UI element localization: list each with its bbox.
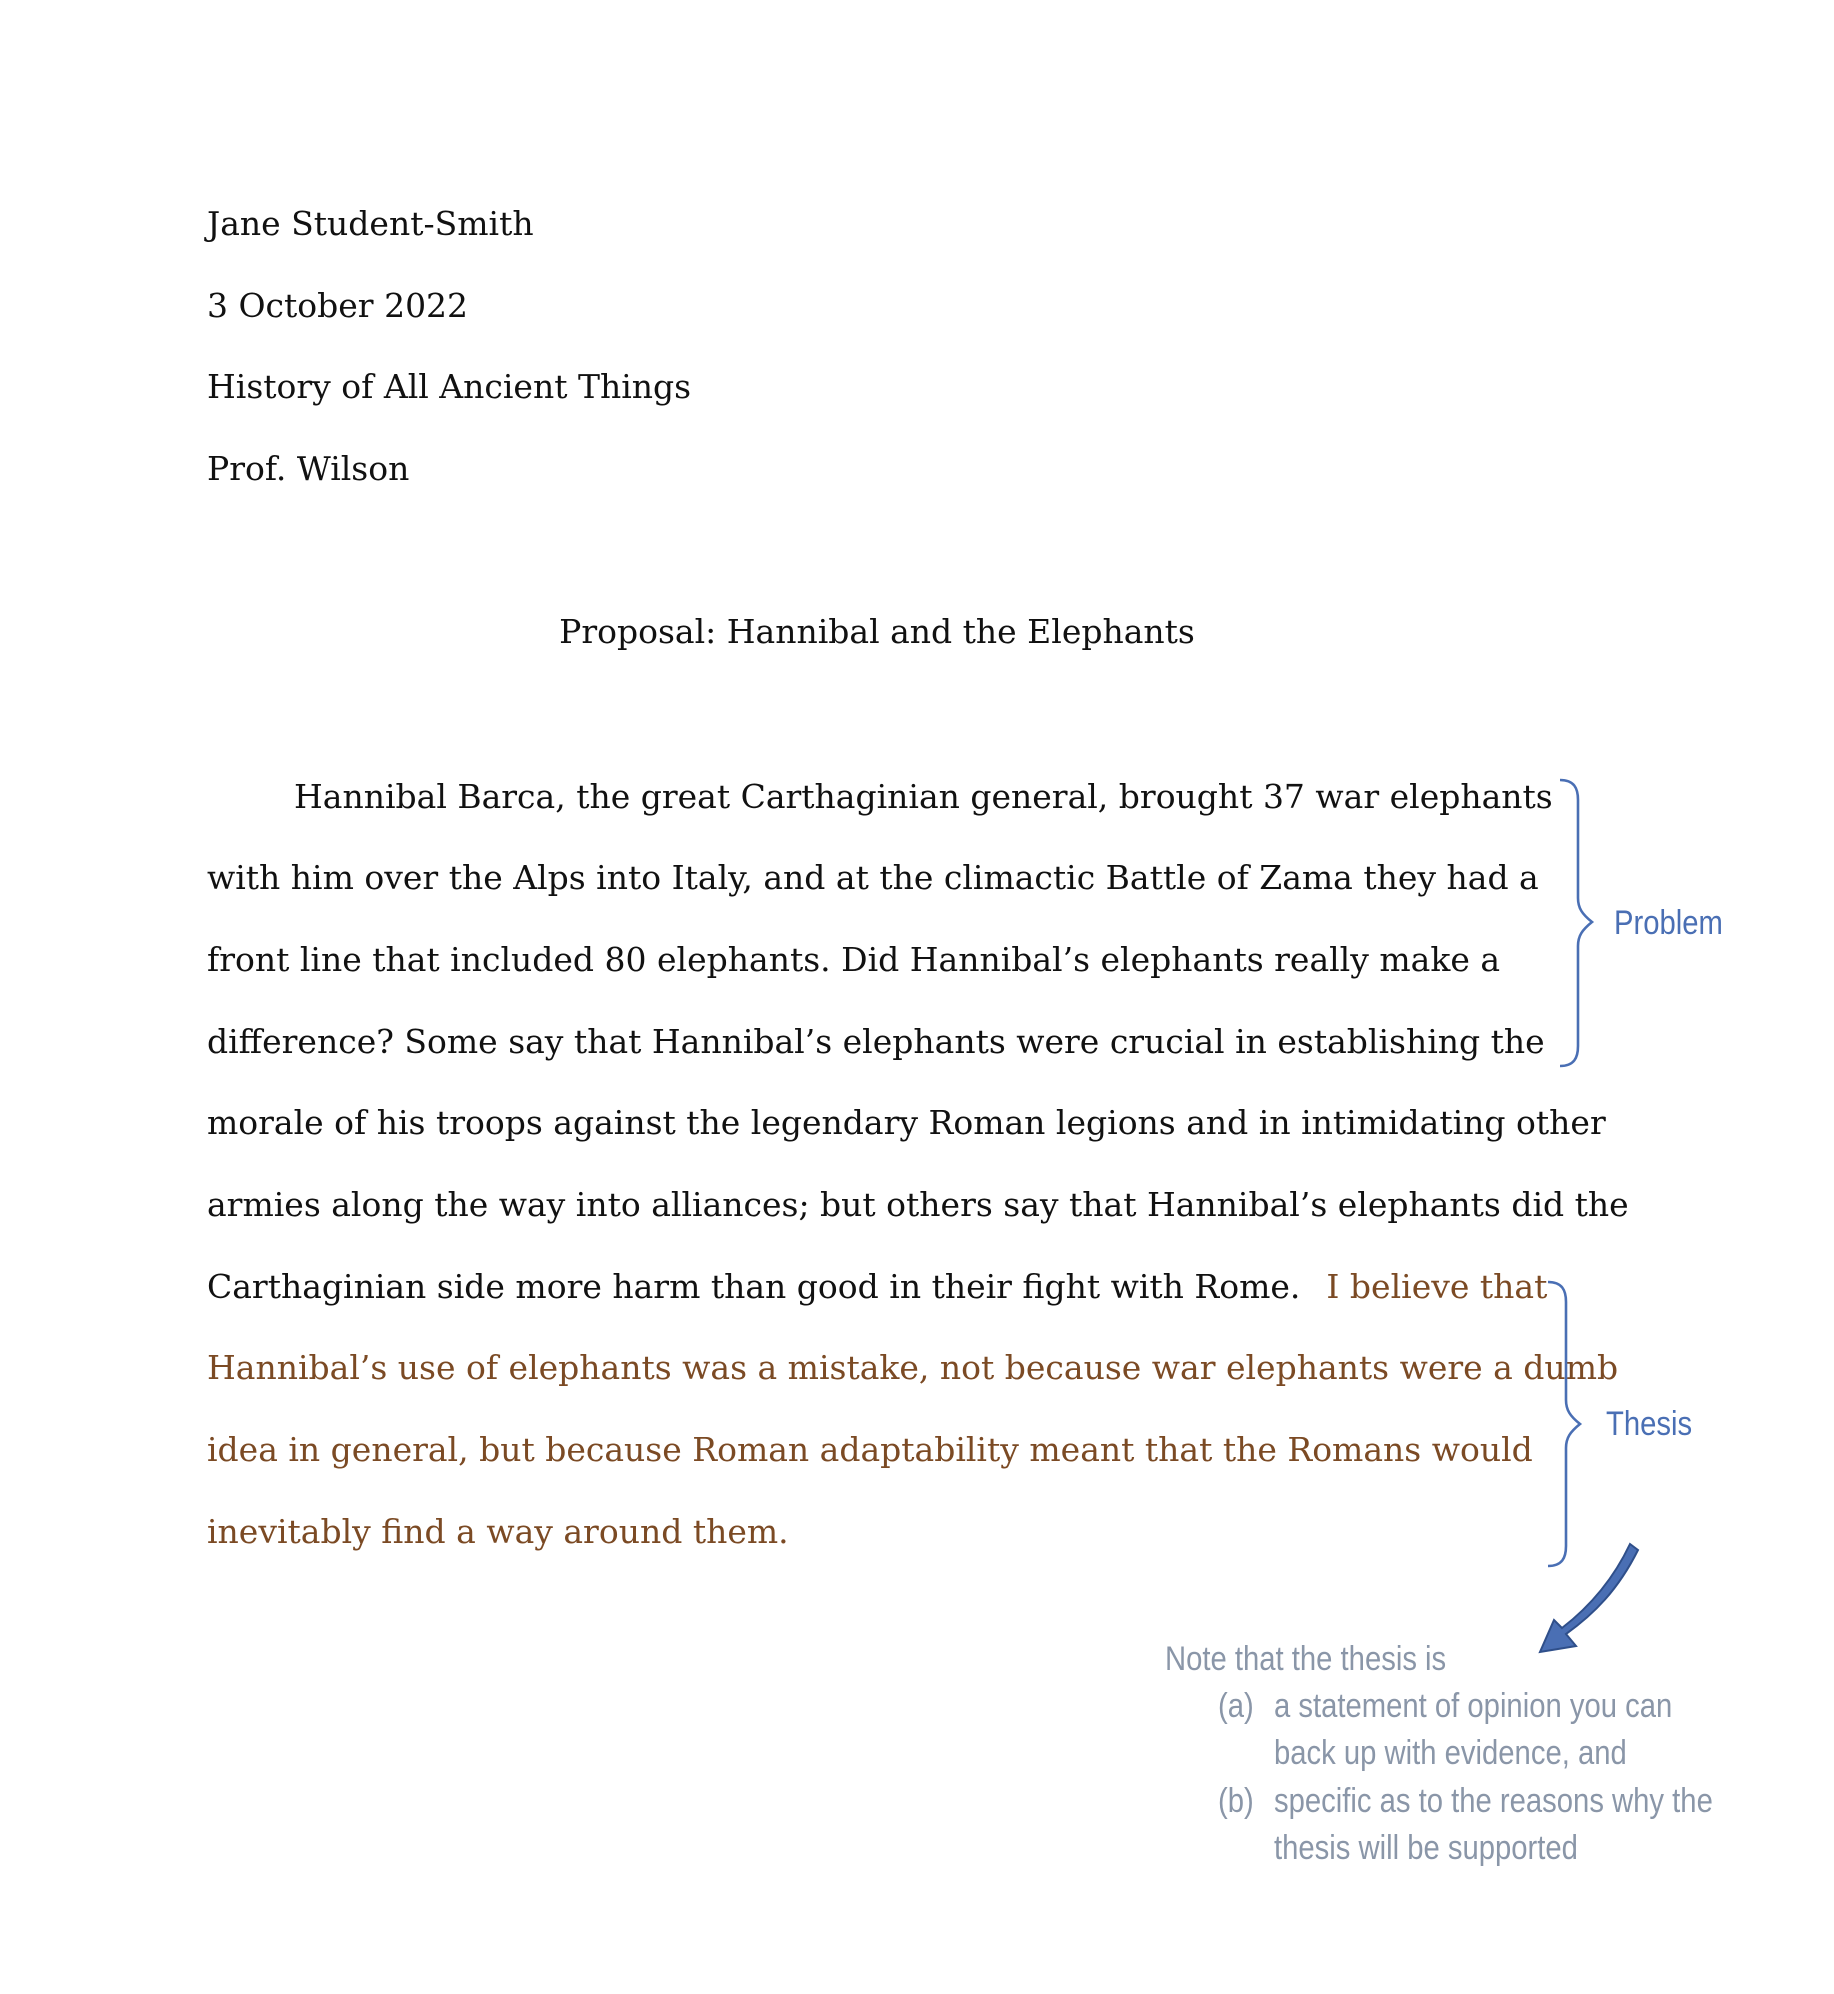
paragraph-line-2: with him over the Alps into Italy, and at the climactic Battle of Zama they had a (207, 858, 1539, 897)
note-item-a-marker: (a) (1218, 1687, 1254, 1725)
thesis-brace-icon (1548, 1282, 1580, 1566)
paragraph-line-1: Hannibal Barca, the great Carthaginian general, brought 37 war elephants (294, 777, 1553, 816)
note-item-b-line-2: thesis will be supported (1274, 1829, 1578, 1867)
thesis-start: I believe that (1326, 1267, 1548, 1306)
paragraph-line-4: difference? Some say that Hannibal’s elephants were crucial in establishing the (207, 1022, 1545, 1061)
paragraph-line-6: armies along the way into alliances; but others say that Hannibal’s elephants did the (207, 1185, 1629, 1224)
curved-arrow-icon (1540, 1544, 1638, 1652)
date: 3 October 2022 (207, 286, 469, 325)
note-item-b-line-1: specific as to the reasons why the (1274, 1782, 1713, 1820)
professor-name: Prof. Wilson (207, 449, 410, 488)
paragraph-line-3: front line that included 80 elephants. Did Hannibal’s elephants really make a (207, 940, 1501, 979)
course-name: History of All Ancient Things (207, 367, 692, 406)
thesis-line-1: Hannibal’s use of elephants was a mistake, not because war elephants were a dumb (207, 1348, 1619, 1387)
thesis-line-2: idea in general, but because Roman adaptability meant that the Romans would (207, 1430, 1533, 1469)
note-item-b-marker: (b) (1218, 1782, 1254, 1820)
note-item-a-line-1: a statement of opinion you can (1274, 1687, 1673, 1725)
thesis-label: Thesis (1606, 1405, 1693, 1443)
paragraph-line-7-text: Carthaginian side more harm than good in their fight with Rome. (207, 1267, 1301, 1306)
problem-label: Problem (1614, 904, 1723, 942)
problem-brace-icon (1560, 780, 1592, 1066)
note-intro: Note that the thesis is (1165, 1640, 1447, 1678)
thesis-line-3: inevitably find a way around them. (207, 1512, 789, 1551)
paragraph-line-5: morale of his troops against the legendary Roman legions and in intimidating other (207, 1103, 1606, 1142)
author-name: Jane Student-Smith (207, 204, 534, 243)
document-title: Proposal: Hannibal and the Elephants (559, 612, 1195, 651)
note-item-a-line-2: back up with evidence, and (1274, 1734, 1627, 1772)
